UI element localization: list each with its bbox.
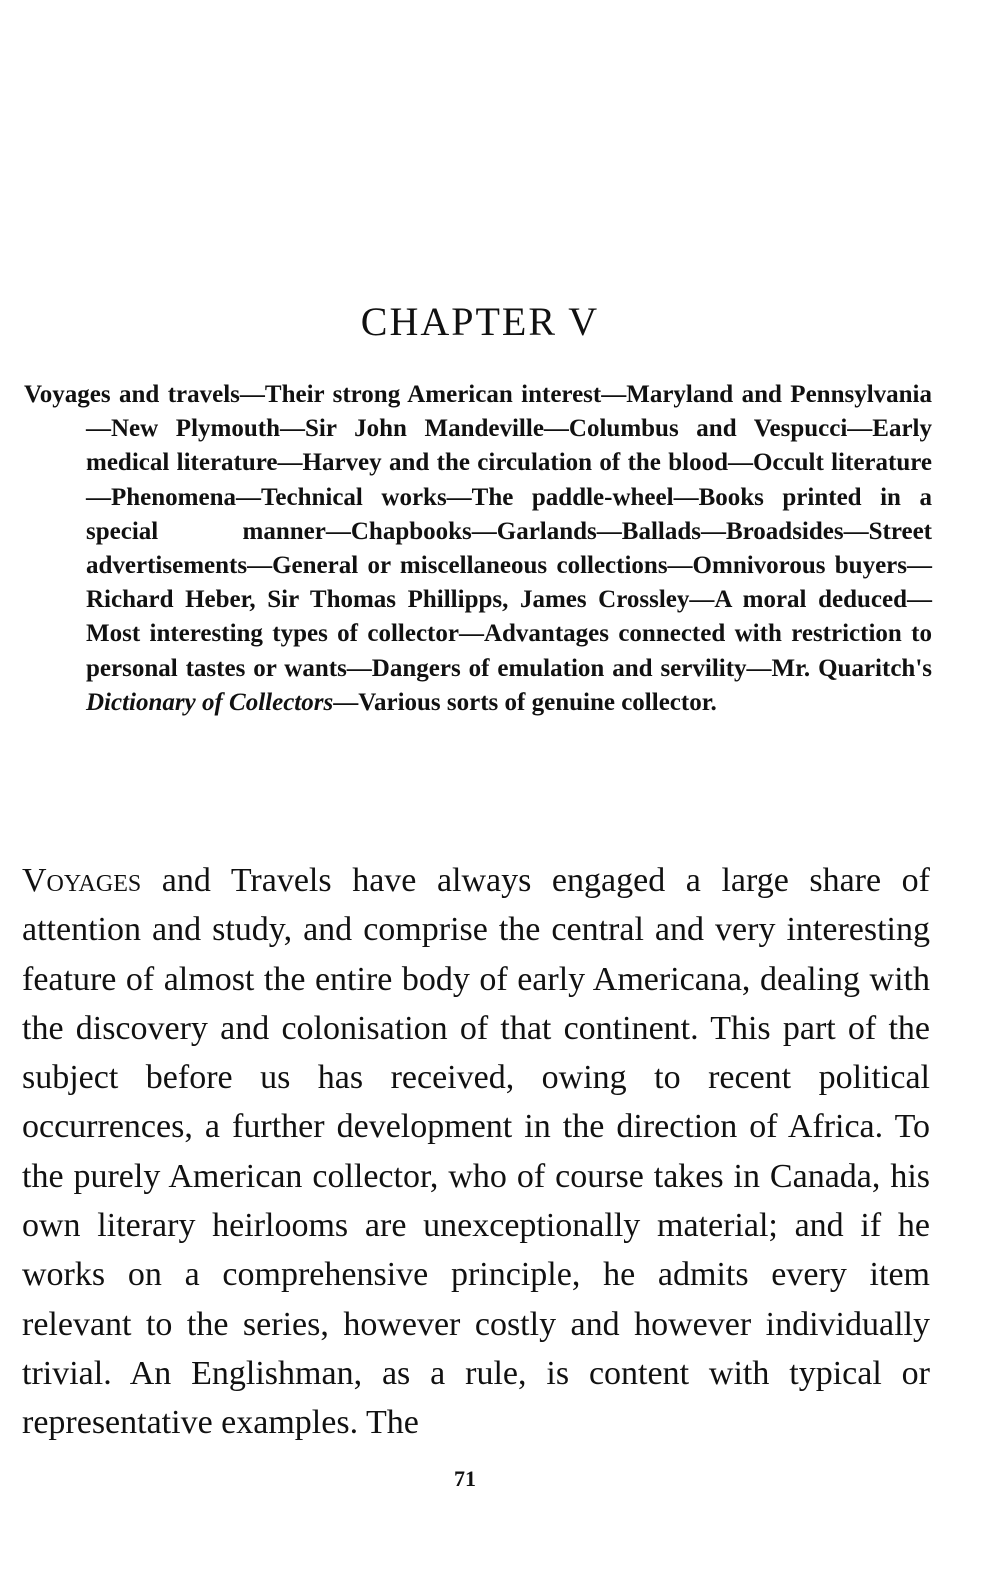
summary-text-before-title: Voyages and travels—Their strong American interest—Maryland and Pennsylvania—New Plymouth—Sir John Mandeville—Columbus and Vespucci—Early medical literature—Harvey and the circulation of the blood—Occult literature—Phenomena—Technical works—The paddle-wheel—Books printed in a special manner—Chapbooks—Garlands—Ballads—Broadsides—Street advertisements—General or miscellaneous collections—Omnivorous buyers—Richard Heber, Sir Thomas Phillipps, James Crossley—A moral deduced—Most interesting types of collector—Advantages connected with restriction to personal tastes or wants—Dangers of emulation and servility—Mr. Quaritch's — [24, 381, 932, 682]
page-number: 71 — [454, 1466, 476, 1491]
body-paragraph — [22, 856, 930, 1448]
summary-text-after-title: —Various sorts of genuine collector. — [333, 688, 717, 716]
body-paragraph-text: and Travels have always engaged a large share of attention and study, and comprise the central and very interesting feature of almost the entire body of early Americana, dealing with the discovery and colonisation of that continent. This part of the subject before us has received, owing to recent political occurrences, a further development in the direction of Africa. To the purely American collector, who of course takes in Canada, his own literary heirlooms are unexceptionally material; and if he works on a comprehensive principle, he admits every item relevant to the series, however costly and however individually trivial. An Englishman, as a rule, is content with typical or representative examples. The — [22, 862, 930, 1442]
summary-italic-title: Dictionary of Collectors — [86, 688, 334, 716]
lead-word: Voyages — [22, 862, 142, 899]
chapter-title: CHAPTER V — [360, 299, 600, 344]
chapter-summary — [24, 378, 932, 720]
